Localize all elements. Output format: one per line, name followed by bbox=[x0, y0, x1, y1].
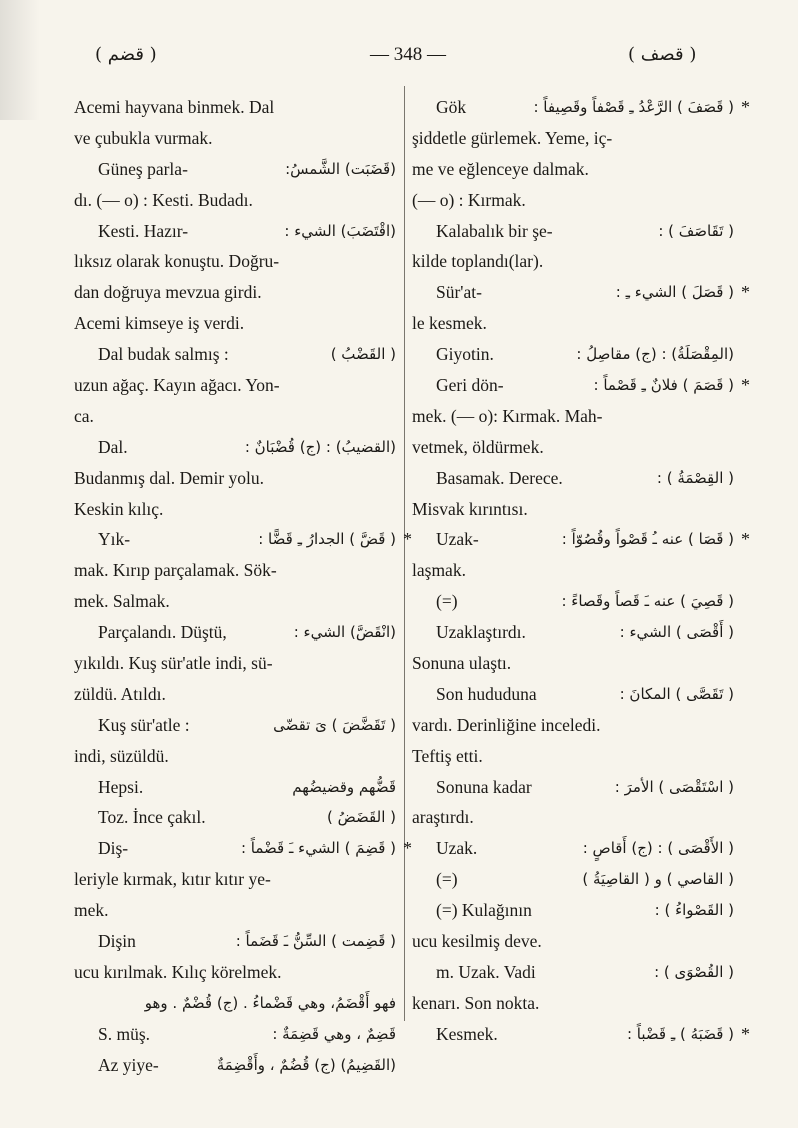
turkish-definition-text: (— o) : Kırmak. bbox=[412, 189, 526, 210]
turkish-definition-text: lıksız olarak konuştu. Doğru- bbox=[74, 251, 280, 272]
turkish-definition-text: dı. (— o) : Kesti. Budadı. bbox=[74, 189, 253, 210]
turkish-definition-text: ve çubukla vurmak. bbox=[74, 127, 213, 148]
entry-line bbox=[412, 463, 734, 494]
arabic-headword: قَضِمٌ ، وهي قَضِمَةٌ : bbox=[272, 1024, 396, 1043]
root-marker-asterisk: * bbox=[403, 838, 412, 859]
entry-line bbox=[412, 277, 750, 308]
entry-line bbox=[74, 833, 412, 864]
turkish-definition-text: S. müş. bbox=[98, 1023, 151, 1044]
turkish-definition-text: vardı. Derinliğine inceledi. bbox=[412, 714, 601, 735]
left-column bbox=[74, 92, 412, 1081]
entry-line bbox=[412, 741, 734, 772]
arabic-headword: ( القُصْوَى ) : bbox=[654, 962, 734, 981]
entry-line bbox=[412, 833, 734, 864]
entry-line bbox=[74, 432, 396, 463]
entry-line bbox=[412, 370, 750, 401]
turkish-definition-text: Güneş parla- bbox=[98, 158, 188, 179]
entry-line bbox=[412, 772, 734, 803]
entry-line bbox=[74, 895, 396, 926]
entry-line bbox=[412, 679, 734, 710]
turkish-definition-text: Acemi hayvana binmek. Dal bbox=[74, 97, 275, 117]
turkish-definition-text: Gök bbox=[436, 97, 467, 117]
arabic-headword: ( القَضَضُ ) bbox=[327, 808, 396, 827]
turkish-definition-text: Diş- bbox=[98, 838, 129, 859]
turkish-definition-text: Kesti. Hazır- bbox=[98, 220, 189, 241]
arabic-headword: (القَضِيمُ) (ج) قُضُمٌ ، وأَقْضِمَةٌ bbox=[216, 1055, 396, 1074]
arabic-headword: ( القَضْبُ ) bbox=[330, 345, 396, 364]
root-marker-asterisk: * bbox=[741, 97, 750, 117]
entry-line bbox=[412, 154, 734, 185]
turkish-definition-text: kenarı. Son nokta. bbox=[412, 992, 540, 1013]
entry-line bbox=[74, 494, 396, 525]
turkish-definition-text: Misvak kırıntısı. bbox=[412, 498, 528, 519]
turkish-definition-text: me ve eğlenceye dalmak. bbox=[412, 158, 589, 179]
turkish-definition-text: Teftiş etti. bbox=[412, 745, 483, 766]
entry-line bbox=[74, 586, 396, 617]
turkish-definition-text: le kesmek. bbox=[412, 313, 487, 334]
entry-line bbox=[412, 494, 734, 525]
turkish-definition-text: züldü. Atıldı. bbox=[74, 683, 166, 704]
entry-line bbox=[412, 401, 734, 432]
turkish-definition-text: Keskin kılıç. bbox=[74, 498, 164, 519]
page-header bbox=[0, 44, 798, 80]
entry-line bbox=[74, 154, 396, 185]
right-column bbox=[412, 92, 750, 1050]
arabic-headword: قَضُّهم وقضيضُهم bbox=[292, 777, 396, 796]
entry-line bbox=[412, 926, 734, 957]
entry-line bbox=[74, 401, 396, 432]
turkish-definition-text: Son hududuna bbox=[436, 683, 537, 704]
turkish-definition-text: mek. bbox=[74, 900, 109, 921]
turkish-definition-text: Uzak- bbox=[436, 529, 479, 550]
entry-line bbox=[412, 1019, 750, 1050]
entry-line bbox=[74, 741, 396, 772]
entry-line bbox=[74, 988, 396, 1019]
turkish-definition-text: (=) bbox=[436, 869, 458, 890]
turkish-definition-text: Sonuna ulaştı. bbox=[412, 653, 512, 674]
arabic-headword: ( الأَقْصَى ) : (ج) أَقاصٍ : bbox=[582, 839, 734, 858]
entry-line bbox=[412, 246, 734, 277]
entry-line bbox=[74, 524, 412, 555]
entry-line bbox=[412, 555, 734, 586]
arabic-headword: ( القَصْواءُ ) : bbox=[654, 901, 734, 920]
entry-line bbox=[412, 216, 734, 247]
entry-line bbox=[74, 1019, 396, 1050]
arabic-headword: ( قَضِمت ) السِّنُّ ـَ قَضَماً : bbox=[235, 932, 396, 951]
arabic-headword: ( اسْتَقْصَى ) الأمرَ : bbox=[614, 777, 734, 796]
entry-line bbox=[74, 308, 396, 339]
turkish-definition-text: Acemi kimseye iş verdi. bbox=[74, 313, 245, 334]
entry-line bbox=[412, 648, 734, 679]
turkish-definition-text: laşmak. bbox=[412, 560, 466, 581]
entry-line bbox=[74, 617, 396, 648]
turkish-definition-text: Geri dön- bbox=[436, 375, 504, 396]
arabic-headword: ( قَضِمَ ) الشيء ـَ قَضْماً : bbox=[240, 839, 396, 858]
turkish-definition-text: araştırdı. bbox=[412, 807, 474, 828]
turkish-definition-text: leriyle kırmak, kıtır kıtır ye- bbox=[74, 869, 271, 890]
header-right-guide-word: ( قصف ) bbox=[628, 44, 697, 65]
entry-line bbox=[412, 586, 734, 617]
turkish-definition-text: Budanmış dal. Demir yolu. bbox=[74, 467, 265, 488]
arabic-headword: ( أَقْصَى ) الشيء : bbox=[619, 623, 734, 642]
arabic-headword: ( قَصَفَ ) الرَّعْدُ ـِ قَصْفاً وقَصِيفاً : bbox=[533, 98, 734, 116]
entry-line bbox=[74, 1050, 396, 1081]
entry-line bbox=[74, 246, 396, 277]
turkish-definition-text: Kuş sür'atle : bbox=[98, 714, 190, 735]
turkish-definition-text: mek. (— o): Kırmak. Mah- bbox=[412, 405, 603, 426]
arabic-headword: ( القِصْمَةُ ) : bbox=[656, 468, 734, 487]
entry-line bbox=[412, 957, 734, 988]
entry-line bbox=[74, 710, 396, 741]
root-marker-asterisk: * bbox=[741, 529, 750, 550]
entry-line bbox=[412, 988, 734, 1019]
root-marker-asterisk: * bbox=[403, 529, 412, 550]
arabic-headword: ( تَقَصَّى ) المكانَ : bbox=[619, 684, 734, 703]
entry-line bbox=[412, 123, 734, 154]
entry-line bbox=[412, 92, 750, 123]
turkish-definition-text: Dal. bbox=[98, 436, 128, 457]
turkish-definition-text: Az yiye- bbox=[98, 1054, 159, 1075]
root-marker-asterisk: * bbox=[741, 282, 750, 303]
turkish-definition-text: Kesmek. bbox=[436, 1023, 498, 1044]
turkish-definition-text: mek. Salmak. bbox=[74, 591, 170, 612]
turkish-definition-text: şiddetle gürlemek. Yeme, iç- bbox=[412, 127, 613, 148]
entry-line bbox=[74, 370, 396, 401]
root-marker-asterisk: * bbox=[741, 375, 750, 396]
entry-line bbox=[74, 957, 396, 988]
turkish-definition-text: Toz. İnce çakıl. bbox=[98, 807, 206, 828]
turkish-definition-text: m. Uzak. Vadi bbox=[436, 961, 536, 982]
turkish-definition-text: Dal budak salmış : bbox=[98, 344, 229, 365]
turkish-definition-text: Sür'at- bbox=[436, 282, 482, 303]
entry-line bbox=[74, 463, 396, 494]
arabic-headword: (اقْتَضَبَ) الشيء : bbox=[284, 221, 396, 240]
entry-line bbox=[74, 864, 396, 895]
turkish-definition-text: yıkıldı. Kuş sür'atle indi, sü- bbox=[74, 653, 273, 674]
entry-line bbox=[74, 339, 396, 370]
entry-line bbox=[412, 339, 734, 370]
arabic-headword: ( قَصَا ) عنه ـُ قَصْواً وقُصُوّاً : bbox=[561, 530, 734, 549]
turkish-definition-text: indi, süzüldü. bbox=[74, 745, 169, 766]
turkish-definition-text: ca. bbox=[74, 405, 94, 426]
turkish-definition-text: Sonuna kadar bbox=[436, 776, 532, 797]
entry-line bbox=[74, 185, 396, 216]
arabic-headword: (انْقَضَّ) الشيء : bbox=[293, 623, 396, 642]
turkish-definition-text: dan doğruya mevzua girdi. bbox=[74, 282, 262, 303]
turkish-definition-text: Kalabalık bir şe- bbox=[436, 220, 553, 241]
arabic-headword: ( قَضَبَهُ ) ـِ قَضْباً : bbox=[626, 1024, 734, 1043]
entry-line bbox=[412, 895, 734, 926]
entry-line bbox=[74, 92, 396, 123]
turkish-definition-text: Basamak. Derece. bbox=[436, 467, 563, 488]
entry-line bbox=[412, 864, 734, 895]
entry-line bbox=[74, 679, 396, 710]
turkish-definition-text: (=) Kulağının bbox=[436, 900, 532, 921]
turkish-definition-text: Parçalandı. Düştü, bbox=[98, 622, 227, 643]
arabic-headword: ( قَضَّ ) الجدارُ ـِ قَضًّا : bbox=[258, 530, 396, 549]
arabic-headword: ( قَصَمَ ) فلانٌ ـِ قَصْماً : bbox=[593, 376, 734, 395]
arabic-headword: (القضيبُ) : (ج) قُضْبَانٌ : bbox=[244, 437, 396, 456]
entry-line bbox=[412, 185, 734, 216]
turkish-definition-text: uzun ağaç. Kayın ağacı. Yon- bbox=[74, 375, 280, 396]
entry-line bbox=[412, 617, 734, 648]
turkish-definition-text: Giyotin. bbox=[436, 344, 494, 365]
turkish-definition-text: Yık- bbox=[98, 529, 131, 550]
entry-line bbox=[74, 216, 396, 247]
arabic-headword: ( قَصِيَ ) عنه ـَ قَصاً وقَصاءً : bbox=[561, 592, 734, 611]
entry-line bbox=[74, 123, 396, 154]
entry-line bbox=[74, 802, 396, 833]
turkish-definition-text: ucu kesilmiş deve. bbox=[412, 931, 542, 952]
entry-line bbox=[74, 555, 396, 586]
turkish-definition-text: Dişin bbox=[98, 931, 136, 952]
entry-line bbox=[74, 648, 396, 679]
turkish-definition-text: Uzaklaştırdı. bbox=[436, 622, 526, 643]
arabic-headword: ( تَقَضَّضَ ) ىَ تقضّى bbox=[273, 715, 396, 734]
arabic-headword: ( قَصَلَ ) الشيء ـِ : bbox=[615, 283, 734, 302]
turkish-definition-text: Uzak. bbox=[436, 838, 478, 859]
arabic-headword: (المِقْصَلَةُ) : (ج) مقاصِلُ : bbox=[576, 345, 734, 364]
entry-line bbox=[74, 772, 396, 803]
arabic-headword: (قَضَبَت) الشَّمسُ: bbox=[285, 159, 396, 178]
root-marker-asterisk: * bbox=[741, 1023, 750, 1044]
entry-line bbox=[74, 926, 396, 957]
turkish-definition-text: Hepsi. bbox=[98, 776, 144, 797]
arabic-headword: ( القاصي ) و ( القاصِيَةُ ) bbox=[582, 870, 734, 889]
turkish-definition-text: vetmek, öldürmek. bbox=[412, 436, 544, 457]
turkish-definition-text: ucu kırılmak. Kılıç körelmek. bbox=[74, 961, 282, 982]
turkish-definition-text: mak. Kırıp parçalamak. Sök- bbox=[74, 560, 277, 581]
arabic-headword: ( تَقَاصَفَ ) : bbox=[658, 221, 734, 240]
turkish-definition-text: kilde toplandı(lar). bbox=[412, 251, 544, 272]
header-left-guide-word: ( قضم ) bbox=[95, 44, 157, 65]
entry-line bbox=[412, 710, 734, 741]
entry-line bbox=[412, 524, 750, 555]
turkish-definition-text: (=) bbox=[436, 591, 458, 612]
entry-line bbox=[74, 277, 396, 308]
page-number: — 348 — bbox=[370, 44, 446, 65]
entry-line bbox=[412, 432, 734, 463]
arabic-headword: فهو أَقْضَمُ، وهي قَضْماءُ . (ج) قُضْمٌ . وهو bbox=[144, 993, 396, 1012]
entry-line bbox=[412, 308, 734, 339]
entry-line bbox=[412, 802, 734, 833]
